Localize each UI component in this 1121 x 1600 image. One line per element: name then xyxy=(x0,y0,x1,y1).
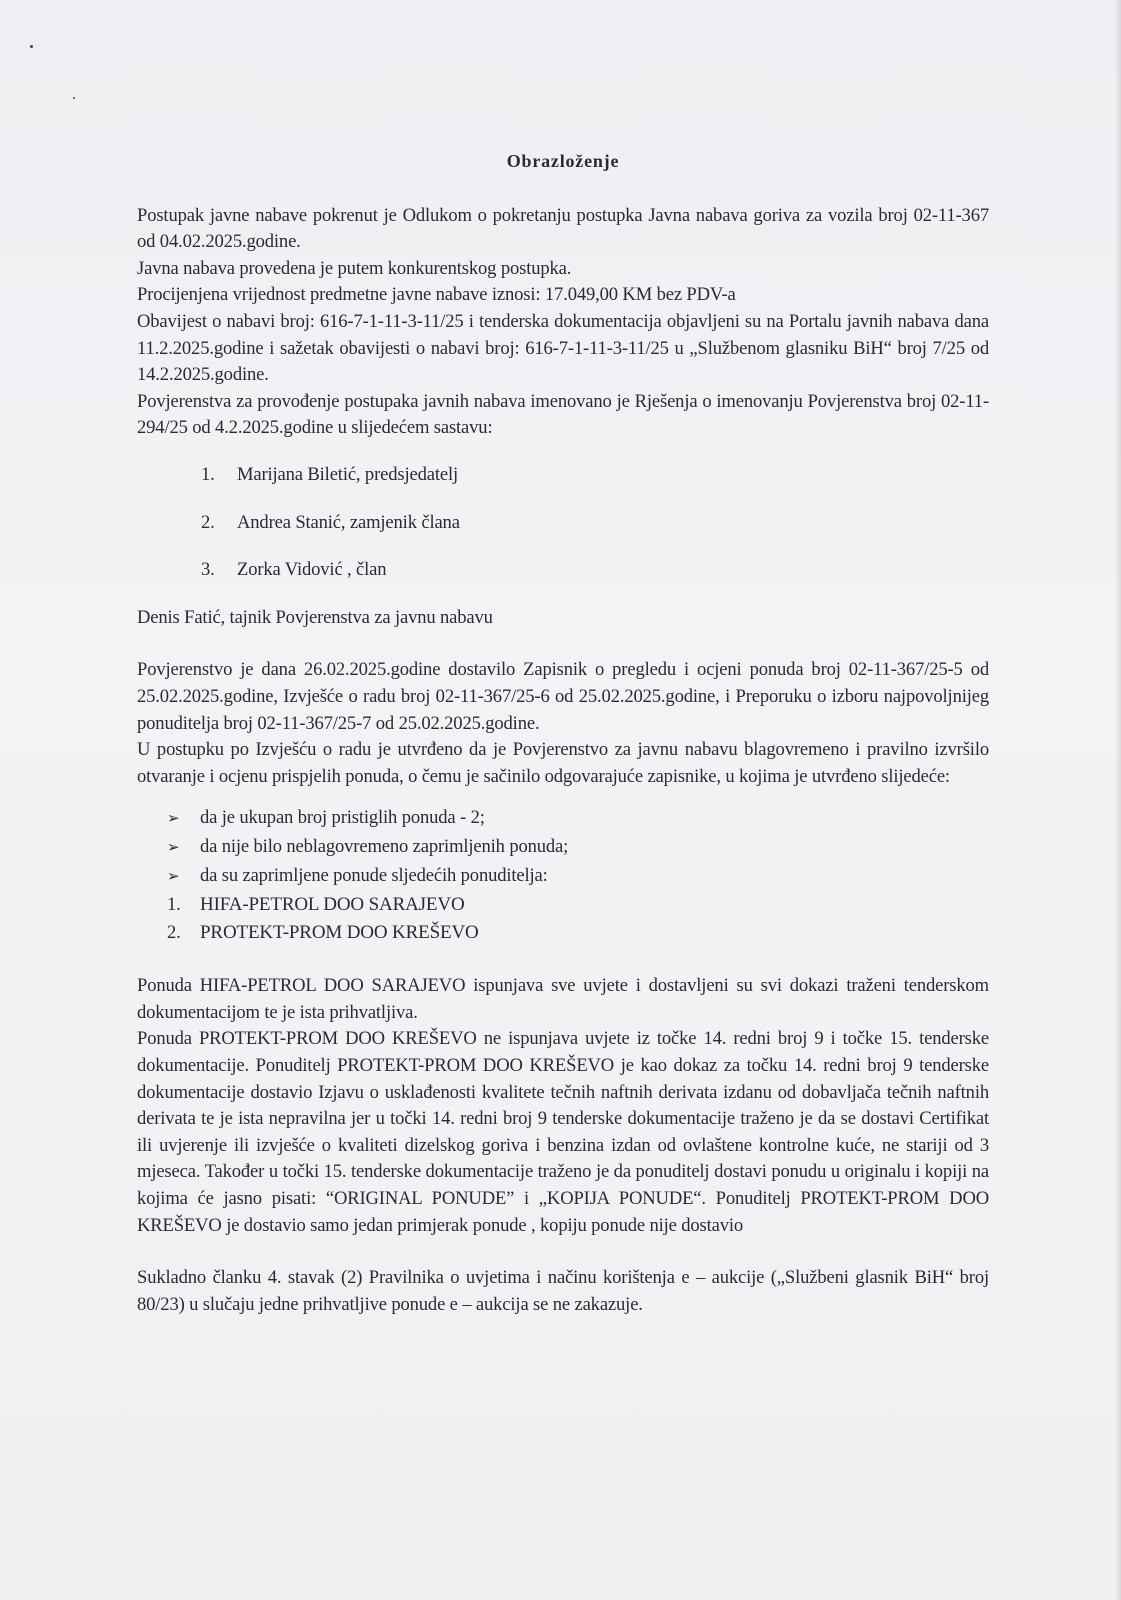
arrow-bullet-icon: ➢ xyxy=(167,869,180,886)
list-number: 2. xyxy=(167,922,181,944)
member-name: Andrea Stanić, zamjenik člana xyxy=(237,511,460,533)
finding-text: da su zaprimljene ponude sljedećih ponuditelja: xyxy=(200,865,548,887)
list-item xyxy=(167,833,989,862)
report-paragraph: Povjerenstvo je dana 26.02.2025.godine dostavilo Zapisnik o pregledu i ocjeni ponuda broj 02-11-367/25-5 od 25.02.2025.godine, Izvješće o radu broj 02-11-367/25-6 od 25.02.2025.godine, i Preporuku o izboru najpovoljnijeg ponuditelja broj 02-11-367/25-7 od 25.02.2025.godine. xyxy=(137,659,989,734)
bidder-name: HIFA-PETROL DOO SARAJEVO xyxy=(200,894,465,916)
intro-paragraph: Javna nabava provedena je putem konkurentskog postupka. xyxy=(137,257,572,279)
document-body xyxy=(137,148,989,1318)
list-number: 1. xyxy=(167,894,181,916)
list-item xyxy=(167,919,989,947)
intro-paragraph: Povjerenstva za provođenje postupaka javnih nabava imenovano je Rješenja o imenovanju Povjerenstva broj 02-11-294/25 od 4.2.2025.godine u slijedećem sastavu: xyxy=(137,390,989,439)
list-number: 1. xyxy=(201,463,215,485)
list-item xyxy=(201,510,989,537)
list-item xyxy=(167,891,989,919)
list-item xyxy=(167,862,989,891)
committee-secretary: Denis Fatić, tajnik Povjerenstva za javnu nabavu xyxy=(137,606,493,628)
findings-list xyxy=(167,804,989,891)
arrow-bullet-icon: ➢ xyxy=(167,840,180,857)
intro-paragraph: Obavijest o nabavi broj: 616-7-1-11-3-11/25 i tenderska dokumentacija objavljeni su na Portalu javnih nabava dana 11.2.2025.godine i sažetak obavijesti o nabavi broj: 616-7-1-11-3-11/25 u „Službenom glasniku BiH“ broj 7/25 od 14.2.2025.godine. xyxy=(137,310,989,386)
evaluation-paragraph: Ponuda PROTEKT-PROM DOO KREŠEVO ne ispunjava uvjete iz točke 14. redni broj 9 i točke 15. tenderske dokumentacije. Ponuditelj PROTEKT-PROM DOO KREŠEVO je kao dokaz za točku 14. redni broj 9 tenderske dokumentacije dostavio Izjavu o usklađenosti kvalitete tečnih naftnih derivata izdanu od dobavljača tečnih naftnih derivata te je ista nepravilna jer u točki 14. redni broj 9 tenderske dokumentacije traženo je da se dostavi Certifikat ili uvjerenje ili izvješće o kvaliteti dizelskog goriva i benzina izdan od ovlaštene kontrolne kuće, ne stariji od 3 mjeseca. Također u točki 15. tenderske dokumentacije traženo je da ponuditelj dostavi ponudu u originalu i kopiji na kojima će jasno pisati: “ORIGINAL PONUDE” i „KOPIJA PONUDE“. Ponuditelj PROTEKT-PROM DOO KREŠEVO je dostavio samo jedan primjerak ponude , kopiju ponude nije dostavio xyxy=(137,1028,989,1236)
conclusion-paragraph: Sukladno članku 4. stavak (2) Pravilnika o uvjetima i načinu korištenja e – aukcije („Službeni glasnik BiH“ broj 80/23) u slučaju jedne prihvatljive ponude e – aukcija se ne zakazuje. xyxy=(137,1267,989,1315)
list-number: 2. xyxy=(201,511,215,533)
member-name: Zorka Vidović , član xyxy=(237,559,387,581)
report-paragraph: U postupku po Izvješću o radu je utvrđeno da je Povjerenstvo za javnu nabavu blagovremeno i pravilno izvršilo otvaranje i ocjenu prispjelih ponuda, o čemu je sačinilo odgovarajuće zapisnike, u kojima je utvrđeno slijedeće: xyxy=(137,739,989,787)
intro-paragraph: Postupak javne nabave pokrenut je Odlukom o pokretanju postupka Javna nabava goriva za vozila broj 02-11-367 od 04.02.2025.godine. xyxy=(137,204,989,253)
list-item xyxy=(201,462,989,489)
committee-members-list xyxy=(201,462,989,584)
finding-text: da je ukupan broj pristiglih ponuda - 2; xyxy=(200,807,485,829)
bidder-name: PROTEKT-PROM DOO KREŠEVO xyxy=(200,922,479,944)
paper-speck xyxy=(30,45,33,48)
list-item xyxy=(167,804,989,833)
member-name: Marijana Biletić, predsjedatelj xyxy=(237,463,458,485)
arrow-bullet-icon: ➢ xyxy=(167,811,180,828)
list-item xyxy=(201,557,989,584)
evaluation-paragraph: Ponuda HIFA-PETROL DOO SARAJEVO ispunjava sve uvjete i dostavljeni su svi dokazi traženi tenderskom dokumentacijom te je ista prihvatljiva. xyxy=(137,975,989,1023)
finding-text: da nije bilo neblagovremeno zaprimljenih ponuda; xyxy=(200,836,569,858)
paper-speck xyxy=(73,97,75,99)
document-title: Obrazloženje xyxy=(506,151,620,171)
list-number: 3. xyxy=(201,559,215,581)
intro-paragraph: Procijenjena vrijednost predmetne javne nabave iznosi: 17.049,00 KM bez PDV-a xyxy=(137,284,736,306)
bidders-list xyxy=(167,891,989,947)
